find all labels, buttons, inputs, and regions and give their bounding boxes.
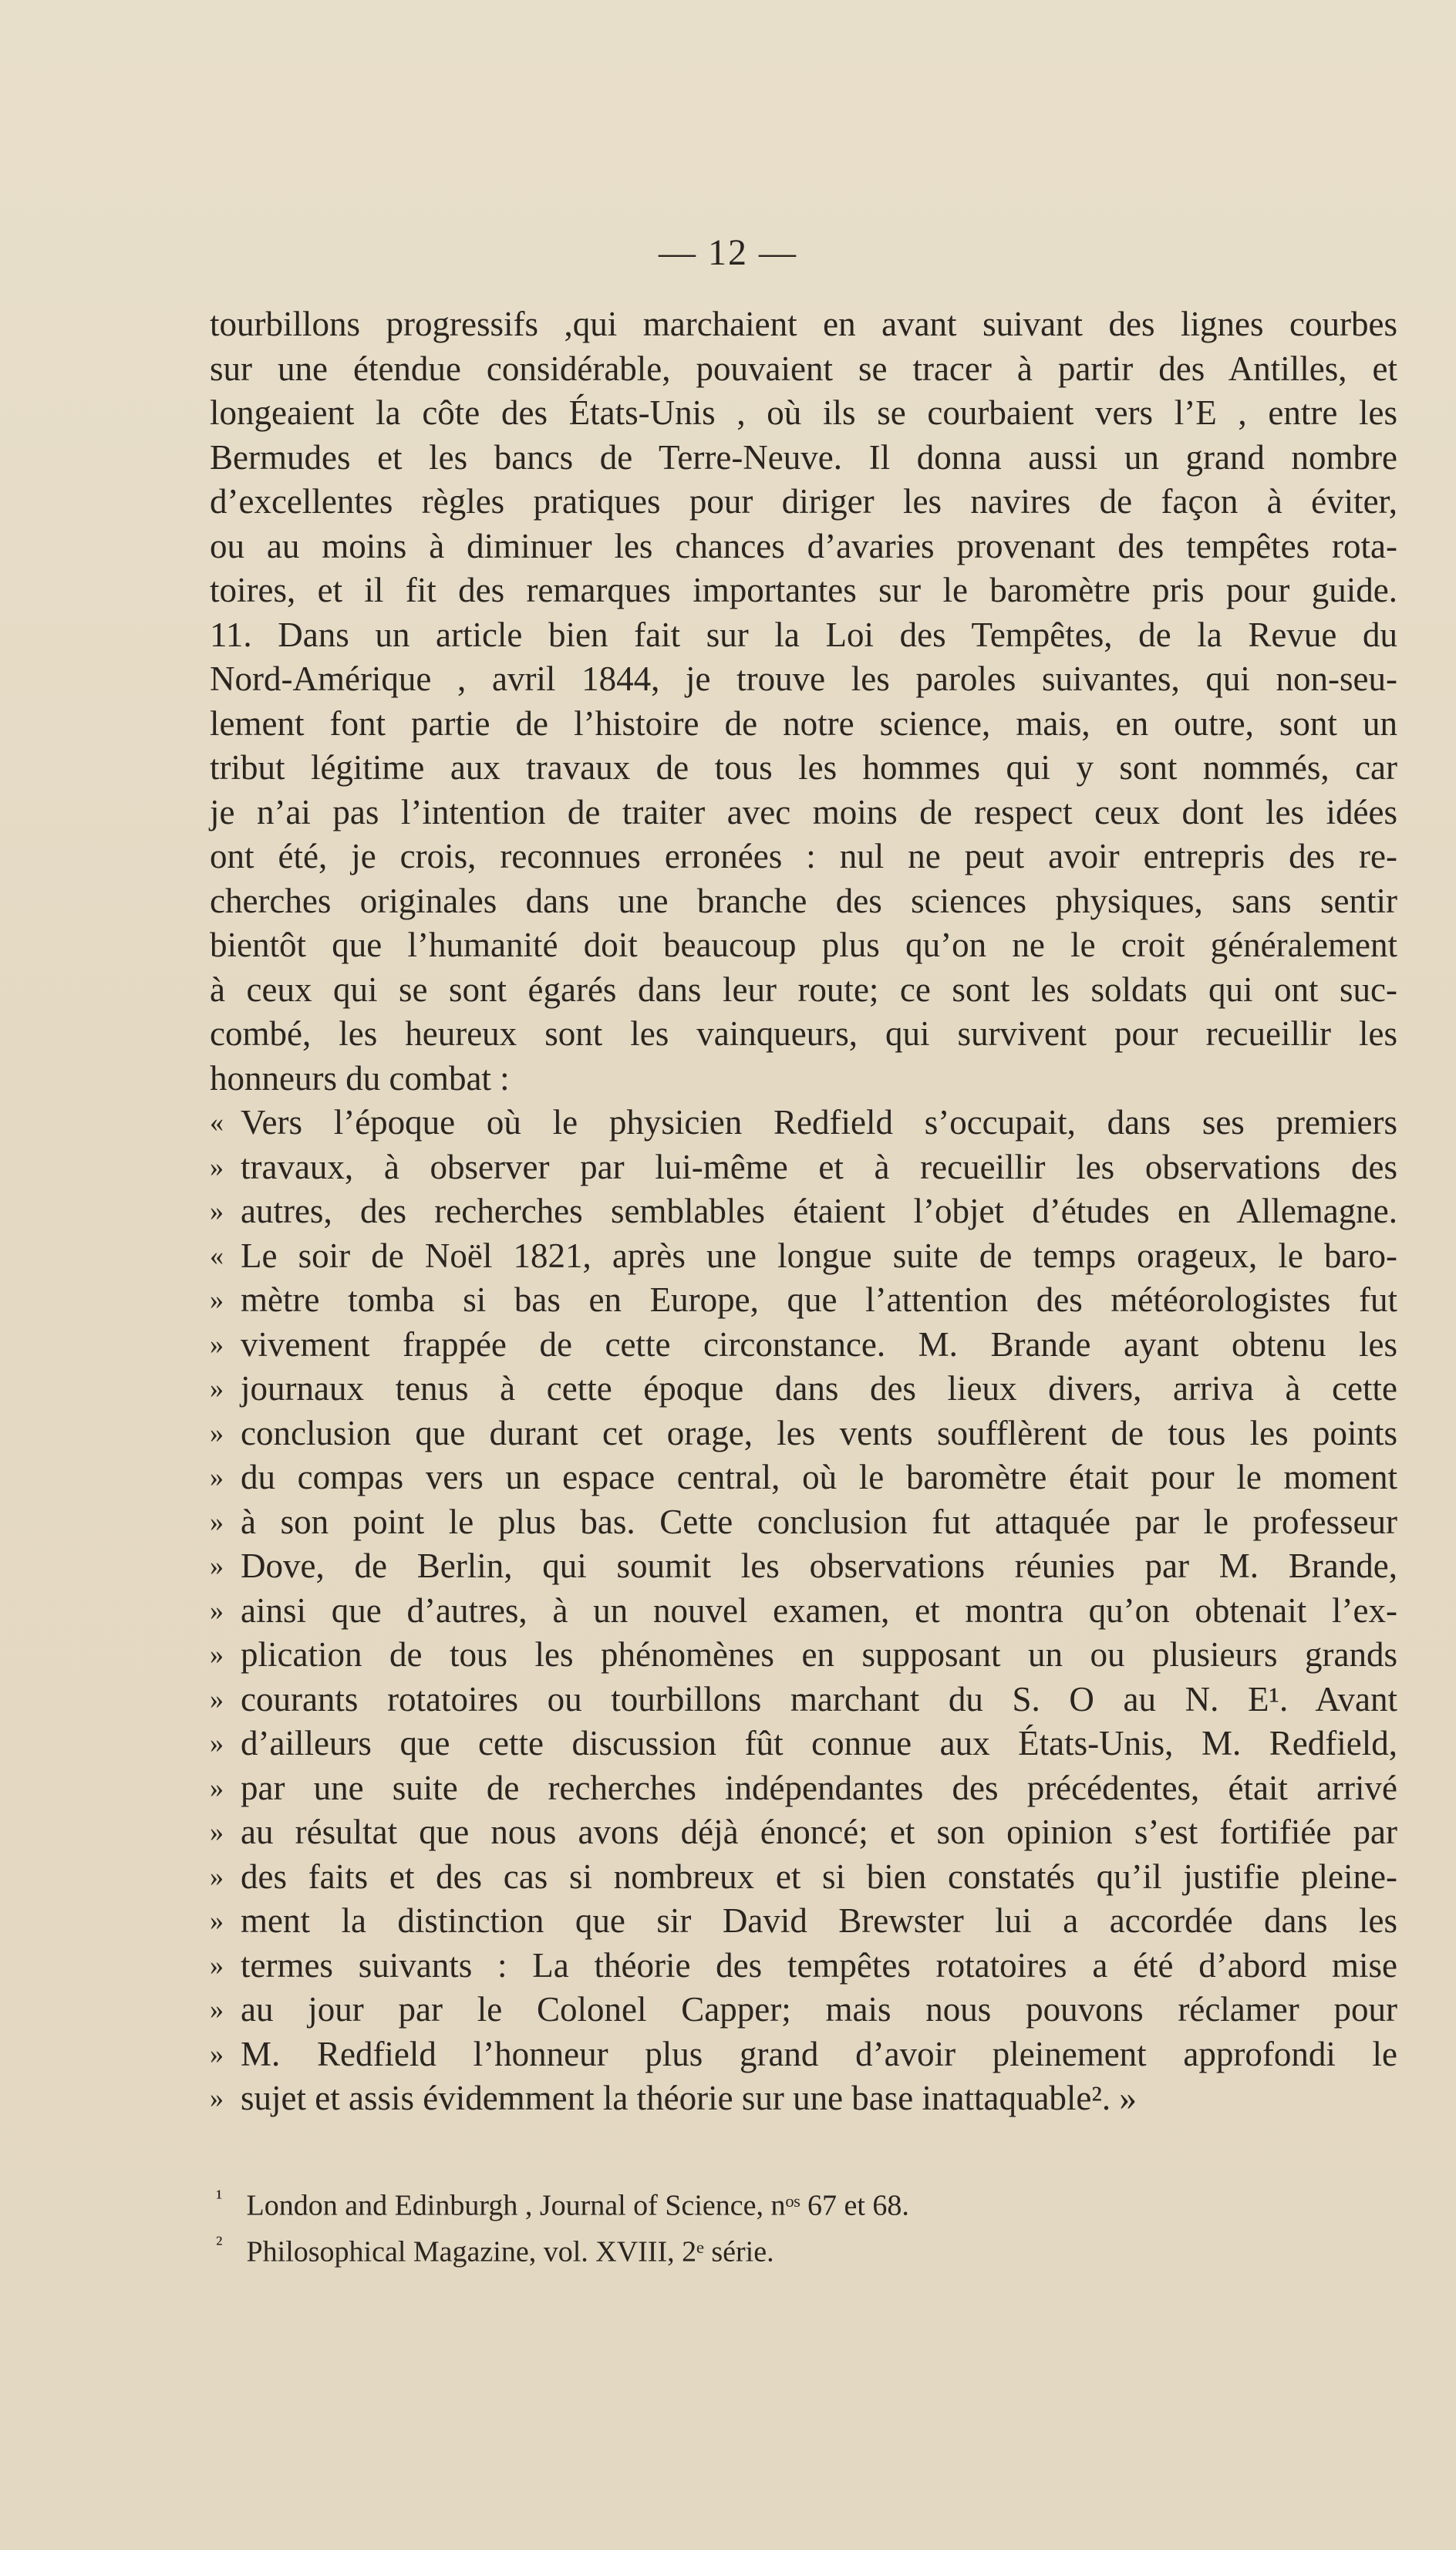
body-text (210, 302, 1397, 2121)
text-line: ont été, je crois, reconnues erronées : nul ne peut avoir entrepris des re- (210, 837, 1397, 875)
quote-mark: » (210, 1462, 224, 1493)
footnote-mark: ² (216, 2232, 223, 2256)
quote-line (210, 1455, 1397, 1500)
quote-mark: » (210, 1860, 224, 1892)
quote-line (210, 1234, 1397, 1279)
quote-mark: » (210, 1373, 224, 1404)
quote-text: journaux tenus à cette époque dans des lieux divers, arriva à cette (241, 1369, 1397, 1408)
text-line: Nord-Amérique , avril 1844, je trouve les paroles suivantes, qui non-seu- (210, 659, 1397, 698)
quote-mark: » (210, 1816, 224, 1847)
quote-text: plication de tous les phénomènes en supposant un ou plusieurs grands (241, 1635, 1397, 1674)
quote-line (210, 1189, 1397, 1234)
quote-line (210, 1589, 1397, 1634)
quote-line (210, 1855, 1397, 1900)
quote-text: mètre tomba si bas en Europe, que l’attention des météorologistes fut (241, 1280, 1397, 1319)
quote-text: au résultat que nous avons déjà énoncé; et son opinion s’est fortifiée par (241, 1813, 1397, 1851)
quote-text: courants rotatoires ou tourbillons marchant du S. O au N. E¹. Avant (241, 1679, 1397, 1719)
text-line: d’excellentes règles pratiques pour diriger les navires de façon à éviter, (210, 482, 1397, 521)
quote-line (210, 1633, 1397, 1678)
quote-mark: « (210, 1107, 224, 1138)
text-line: ou au moins à diminuer les chances d’avaries provenant des tempêtes rota- (210, 526, 1397, 565)
page-number: — 12 — (659, 232, 797, 273)
paragraph-2 (210, 613, 1397, 1101)
quote-line (210, 1766, 1397, 1811)
quote-line (210, 1101, 1397, 1145)
quotation (210, 1101, 1397, 2121)
quote-line (210, 1323, 1397, 1368)
text-line: honneurs du combat : (210, 1058, 510, 1098)
quote-text: au jour par le Colonel Capper; mais nous pouvons réclamer pour (241, 1990, 1397, 2029)
quote-mark: » (210, 1417, 224, 1449)
quote-mark: » (210, 1196, 224, 1226)
text-line: cherches originales dans une branche des sciences physiques, sans sentir (210, 881, 1397, 920)
text-line: à ceux qui se sont égarés dans leur route; ce sont les soldats qui ont suc- (210, 970, 1397, 1009)
quote-line (210, 1367, 1397, 1412)
quote-text: ment la distinction que sir David Brewster lui a accordée dans les (241, 1901, 1397, 1940)
quote-text: vivement frappée de cette circonstance. M. Brande ayant obtenu les (241, 1324, 1397, 1364)
quote-line (210, 1412, 1397, 1456)
quote-line (210, 1500, 1397, 1545)
quote-mark: » (210, 1728, 224, 1759)
quote-line (210, 1544, 1397, 1589)
quote-text: des faits et des cas si nombreux et si bien constatés qu’il justifie pleine- (241, 1857, 1397, 1896)
text-line: Bermudes et les bancs de Terre-Neuve. Il donna aussi un grand nombre (210, 437, 1397, 477)
quote-line (210, 1944, 1397, 1988)
quote-line (210, 1899, 1397, 1944)
quote-line (210, 1810, 1397, 1855)
text-line: tribut légitime aux travaux de tous les hommes qui y sont nommés, car (210, 748, 1397, 787)
footnote-text: London and Edinburgh , Journal of Science, nᵒˢ 67 et 68. (246, 2189, 909, 2222)
quote-mark: » (210, 1284, 224, 1315)
quote-text: Dove, de Berlin, qui soumit les observations réunies par M. Brande, (241, 1547, 1397, 1585)
quote-mark: » (210, 1151, 224, 1182)
quote-text: M. Redfield l’honneur plus grand d’avoir pleinement approfondi le (241, 2034, 1397, 2073)
quote-mark: » (210, 1772, 224, 1803)
paragraph-1 (210, 302, 1397, 613)
quote-text: travaux, à observer par lui-même et à recueillir les observations des (241, 1147, 1397, 1186)
quote-mark: « (210, 1240, 224, 1271)
quote-text: du compas vers un espace central, où le baromètre était pour le moment (241, 1458, 1397, 1496)
quote-mark: » (210, 1994, 224, 2025)
quote-mark: » (210, 2038, 224, 2069)
quote-text: sujet et assis évidemment la théorie sur une base inattaquable². » (241, 2079, 1137, 2117)
footnote-text: Philosophical Magazine, vol. XVIII, 2ᵉ série. (246, 2235, 774, 2268)
quote-line (210, 1988, 1397, 2032)
quote-line (210, 1722, 1397, 1766)
quote-line (210, 1678, 1397, 1722)
quote-mark: » (210, 2083, 224, 2113)
quote-line (210, 1145, 1397, 1190)
quote-mark: » (210, 1683, 224, 1715)
quote-text: ainsi que d’autres, à un nouvel examen, et montra qu’on obtenait l’ex- (241, 1590, 1397, 1630)
text-line: lement font partie de l’histoire de notre science, mais, en outre, sont un (210, 703, 1397, 743)
footnote-2 (216, 2234, 774, 2269)
quote-mark: » (210, 1905, 224, 1936)
quote-text: à son point le plus bas. Cette conclusion fut attaquée par le professeur (241, 1502, 1397, 1541)
quote-text: Vers l’époque où le physicien Redfield s’occupait, dans ses premiers (241, 1103, 1397, 1142)
quote-text: d’ailleurs que cette discussion fût connue aux États-Unis, M. Redfield, (241, 1724, 1397, 1762)
quote-mark: » (210, 1639, 224, 1670)
quote-line (210, 1278, 1397, 1323)
quote-text: par une suite de recherches indépendantes des précédentes, était arrivé (241, 1768, 1397, 1807)
quote-mark: » (210, 1550, 224, 1581)
quote-line (210, 2032, 1397, 2077)
quote-line (210, 2076, 1397, 2121)
quote-text: Le soir de Noël 1821, après une longue suite de temps orageux, le baro- (241, 1236, 1397, 1275)
text-line: combé, les heureux sont les vainqueurs, qui survivent pour recueillir les (210, 1014, 1397, 1053)
quote-mark: » (210, 1594, 224, 1626)
footnote-1 (216, 2187, 909, 2223)
text-line: longeaient la côte des États-Unis , où ils se courbaient vers l’E , entre les (210, 393, 1397, 432)
footnote-mark: ¹ (216, 2186, 223, 2210)
quote-text: conclusion que durant cet orage, les vents soufflèrent de tous les points (241, 1413, 1397, 1452)
text-line: 11. Dans un article bien fait sur la Loi des Tempêtes, de la Revue du (210, 615, 1397, 654)
text-line: toires, et il fit des remarques importantes sur le baromètre pris pour guide. (210, 571, 1397, 609)
quote-mark: » (210, 1328, 224, 1360)
text-line: je n’ai pas l’intention de traiter avec moins de respect ceux dont les idées (210, 792, 1397, 831)
text-line: sur une étendue considérable, pouvaient se tracer à partir des Antilles, et (210, 349, 1397, 388)
quote-mark: » (210, 1949, 224, 1981)
text-line: bientôt que l’humanité doit beaucoup plus qu’on ne le croit généralement (210, 926, 1397, 964)
quote-text: termes suivants : La théorie des tempêtes rotatoires a été d’abord mise (241, 1945, 1397, 1985)
quote-text: autres, des recherches semblables étaient l’objet d’études en Allemagne. (241, 1192, 1397, 1230)
text-line: tourbillons progressifs ,qui marchaient en avant suivant des lignes courbes (210, 305, 1397, 343)
quote-mark: » (210, 1506, 224, 1537)
